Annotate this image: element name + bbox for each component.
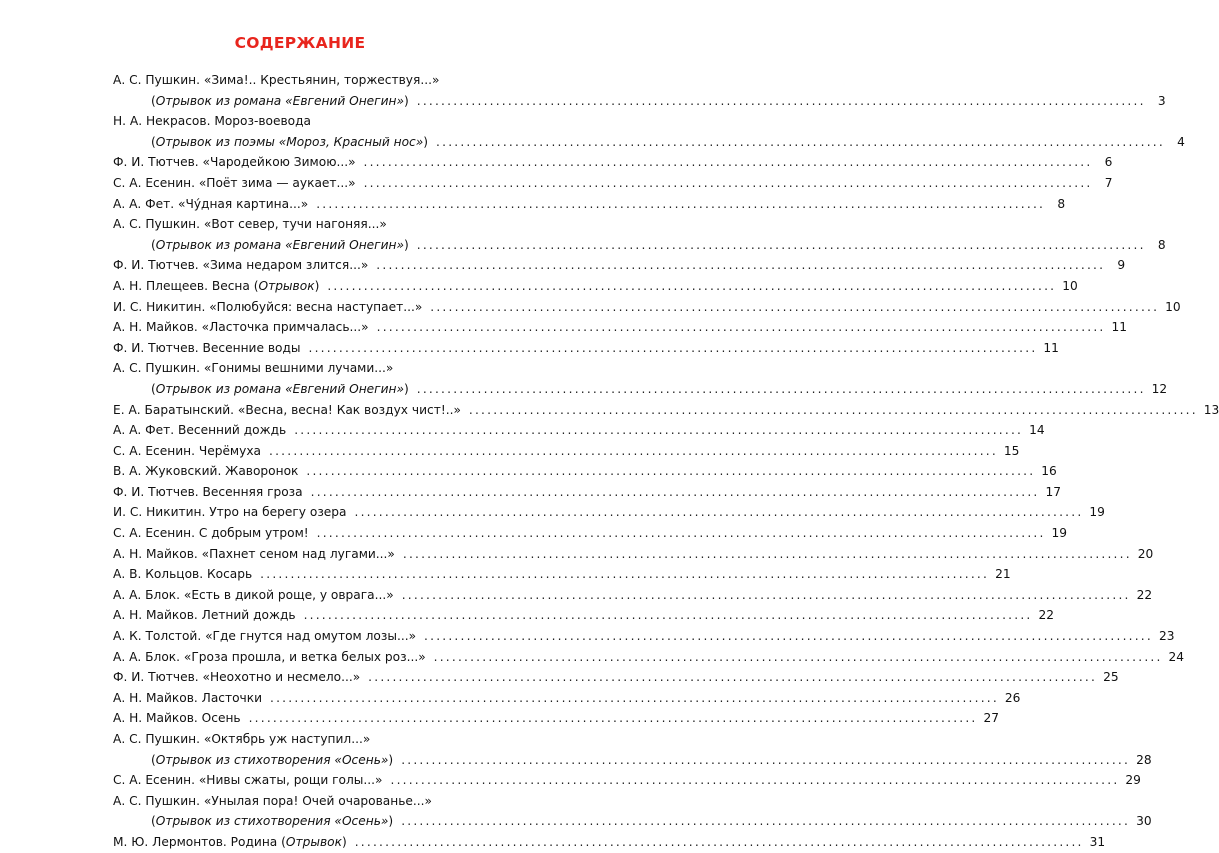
toc-entry [113, 276, 1078, 297]
dot-leader: ........................................................................................................................ [308, 340, 1038, 355]
toc-page-number: 22 [1136, 587, 1153, 602]
toc-entry-text: Ф. И. Тютчев. Весенняя гроза [113, 484, 303, 499]
toc-entry [113, 358, 531, 379]
toc-entry-text: А. С. Пушкин. «Зима!.. Крестьянин, торжествуя...» [113, 73, 440, 87]
toc-page-number: 11 [1111, 320, 1128, 335]
toc-page-number: 3 [1157, 93, 1166, 108]
toc-page-number: 6 [1104, 155, 1113, 170]
toc-entry-text: Ф. И. Тютчев. «Чародейкою Зимою...» [113, 155, 356, 170]
toc-entry [113, 214, 531, 235]
toc-page-number: 17 [1045, 484, 1062, 499]
toc-entry [113, 585, 1153, 606]
toc-entry-text: А. А. Блок. «Есть в дикой роще, у оврага...» [113, 587, 394, 602]
toc-entry-text: С. А. Есенин. «Поёт зима — аукает...» [113, 175, 356, 190]
dot-leader: ........................................................................................................................ [269, 443, 998, 458]
toc-page-number: 11 [1043, 340, 1059, 355]
toc-entry-text: А. Н. Майков. «Пахнет сеном над лугами...» [113, 546, 395, 561]
toc-entry [113, 173, 1113, 194]
toc-entry [113, 832, 1106, 853]
toc-entry [113, 420, 1045, 441]
toc-entry-text: (Отрывок из стихотворения «Осень») [151, 752, 394, 767]
toc-entry [113, 605, 1054, 626]
dot-leader: ........................................................................................................................ [316, 196, 1046, 211]
toc-entry-text: (Отрывок из романа «Евгений Онегин») [151, 381, 409, 396]
toc-page-number: 4 [1177, 134, 1185, 149]
dot-leader: ........................................................................................................................ [416, 381, 1146, 396]
dot-leader: ........................................................................................................................ [248, 711, 978, 726]
toc-entry-text: (Отрывок из романа «Евгений Онегин») [151, 237, 409, 252]
dot-leader: ........................................................................................................................ [354, 834, 1084, 849]
toc-page-number: 12 [1151, 381, 1168, 396]
toc-page-number: 7 [1104, 175, 1113, 190]
dot-leader: ........................................................................................................................ [468, 402, 1198, 417]
dot-leader: ........................................................................................................................ [416, 93, 1146, 108]
toc-entry [113, 111, 531, 132]
toc-page-number: 13 [1203, 402, 1219, 417]
dot-leader: ........................................................................................................................ [401, 814, 1131, 829]
toc-entry [113, 523, 1068, 544]
dot-leader: ........................................................................................................................ [401, 752, 1131, 767]
toc-entry-text: (Отрывок из поэмы «Мороз, Красный нос») [151, 134, 429, 149]
toc-entry-text: (Отрывок из романа «Евгений Онегин») [151, 93, 409, 108]
dot-leader: ........................................................................................................................ [303, 608, 1033, 623]
dot-leader: ........................................................................................................................ [436, 134, 1165, 149]
dot-leader: ........................................................................................................................ [327, 278, 1057, 293]
dot-leader: ........................................................................................................................ [390, 773, 1120, 788]
toc-page-number: 21 [995, 567, 1011, 582]
dot-leader: ........................................................................................................................ [376, 258, 1106, 273]
toc-entry-text: А. В. Кольцов. Косарь [113, 567, 253, 582]
toc-entry-text: В. А. Жуковский. Жаворонок [113, 464, 299, 479]
toc-page-number: 19 [1051, 526, 1068, 541]
toc-entry [113, 564, 1011, 585]
toc-entry [113, 255, 1126, 276]
toc-entry-text: А. К. Толстой. «Где гнутся над омутом лозы...» [113, 629, 417, 644]
toc-page-number: 28 [1136, 752, 1152, 767]
toc-entry [113, 688, 1021, 709]
toc-entry [113, 317, 1128, 338]
toc-page-number: 22 [1038, 608, 1054, 623]
toc-entry [113, 811, 1152, 832]
toc-entry-text: М. Ю. Лермонтов. Родина (Отрывок) [113, 834, 347, 849]
toc-entry-text: И. С. Никитин. «Полюбуйся: весна наступает...» [113, 299, 423, 314]
toc-page-number: 27 [983, 711, 1000, 726]
dot-leader: ........................................................................................................................ [401, 587, 1131, 602]
toc-entry-text: Ф. И. Тютчев. «Зима недаром злится...» [113, 258, 369, 273]
toc-entry [113, 502, 1105, 523]
toc-page-number: 10 [1165, 299, 1181, 314]
toc-page-number: 31 [1089, 834, 1106, 849]
toc-entry [113, 194, 1066, 215]
toc-entry [113, 729, 531, 750]
toc-entry-text: Н. А. Некрасов. Мороз-воевода [113, 114, 312, 129]
toc-entry-text: А. С. Пушкин. «Унылая пора! Очей очарованье...» [113, 793, 432, 808]
toc-page-number: 15 [1003, 443, 1020, 458]
toc-page-number: 29 [1125, 773, 1141, 788]
toc-page-number: 30 [1136, 814, 1152, 829]
toc-entry [113, 770, 1141, 791]
toc-page-number: 9 [1117, 258, 1126, 273]
toc-entry [113, 441, 1020, 462]
toc-page-number: 20 [1137, 546, 1154, 561]
toc-entry-text: А. С. Пушкин. «Гонимы вешними лучами...» [113, 361, 394, 376]
toc-entry-text: А. Н. Плещеев. Весна (Отрывок) [113, 278, 320, 293]
dot-leader: ........................................................................................................................ [294, 423, 1024, 438]
toc-entry [113, 235, 1166, 256]
toc-page-number: 10 [1062, 278, 1078, 293]
toc-entry [113, 338, 1059, 359]
toc-page-number: 8 [1157, 237, 1166, 252]
toc-page-number: 24 [1168, 649, 1185, 664]
toc-entry [113, 461, 1057, 482]
dot-leader: ........................................................................................................................ [368, 670, 1098, 685]
toc-entry [113, 544, 1154, 565]
toc-entry [113, 647, 1185, 668]
dot-leader: ........................................................................................................................ [402, 546, 1132, 561]
toc-entry-text: А. А. Фет. «Чу́дная картина...» [113, 196, 309, 211]
toc-entry-text: А. Н. Майков. Осень [113, 711, 241, 726]
toc-entry-text: А. Н. Майков. «Ласточка примчалась...» [113, 320, 369, 335]
toc-entry-text: А. С. Пушкин. «Октябрь уж наступил...» [113, 732, 371, 746]
toc-entry-text: А. С. Пушкин. «Вот север, тучи нагоняя...» [113, 217, 387, 232]
toc-entry [113, 708, 1000, 729]
toc-entry [113, 91, 1166, 112]
toc-page-number: 16 [1041, 464, 1057, 479]
dot-leader: ........................................................................................................................ [260, 567, 990, 582]
dot-leader: ........................................................................................................................ [310, 484, 1040, 499]
dot-leader: ........................................................................................................................ [433, 649, 1163, 664]
dot-leader: ........................................................................................................................ [430, 299, 1160, 314]
toc-entry-text: С. А. Есенин. Черёмуха [113, 443, 262, 458]
dot-leader: ........................................................................................................................ [363, 175, 1093, 190]
toc-entry-text: Е. А. Баратынский. «Весна, весна! Как воздух чист!..» [113, 402, 461, 417]
dot-leader: ........................................................................................................................ [424, 629, 1153, 644]
dot-leader: ........................................................................................................................ [316, 526, 1046, 541]
toc-entry [113, 791, 531, 812]
dot-leader: ........................................................................................................................ [270, 690, 999, 705]
dot-leader: ........................................................................................................................ [416, 237, 1146, 252]
dot-leader: ........................................................................................................................ [306, 464, 1036, 479]
toc-entry [113, 667, 1119, 688]
toc-page-number: 23 [1158, 629, 1175, 644]
toc-entry-text: (Отрывок из стихотворения «Осень») [151, 814, 394, 829]
toc-entry-text: А. А. Фет. Весенний дождь [113, 423, 287, 438]
dot-leader: ........................................................................................................................ [354, 505, 1084, 520]
toc-entry-text: Ф. И. Тютчев. Весенние воды [113, 340, 301, 355]
toc-entry [113, 626, 1175, 647]
toc-page-number: 19 [1089, 505, 1105, 520]
toc-page-number: 25 [1103, 670, 1119, 685]
toc-entry [113, 750, 1152, 771]
toc-entry [113, 482, 1062, 503]
toc-entry-text: А. Н. Майков. Ласточки [113, 690, 263, 705]
dot-leader: ........................................................................................................................ [376, 320, 1106, 335]
toc-entry [113, 70, 531, 91]
toc-entry-text: А. А. Блок. «Гроза прошла, и ветка белых роз...» [113, 649, 426, 664]
toc-entry-text: С. А. Есенин. С добрым утром! [113, 526, 309, 541]
toc-entry [113, 400, 1219, 421]
toc-entry-text: А. Н. Майков. Летний дождь [113, 608, 296, 623]
toc-entry [113, 132, 1185, 153]
toc-entry [113, 379, 1168, 400]
toc-page-number: 8 [1057, 196, 1066, 211]
toc-entry-text: И. С. Никитин. Утро на берегу озера [113, 505, 347, 520]
toc-entry [113, 297, 1181, 318]
toc-entry [113, 152, 1113, 173]
toc-page-number: 26 [1004, 690, 1021, 705]
toc-entry-text: С. А. Есенин. «Нивы сжаты, рощи голы...» [113, 773, 383, 788]
table-of-contents [113, 70, 1219, 853]
dot-leader: ........................................................................................................................ [363, 155, 1093, 170]
page-title: СОДЕРЖАНИЕ [234, 34, 366, 52]
toc-page-number: 14 [1029, 423, 1045, 438]
toc-entry-text: Ф. И. Тютчев. «Неохотно и несмело...» [113, 670, 361, 685]
